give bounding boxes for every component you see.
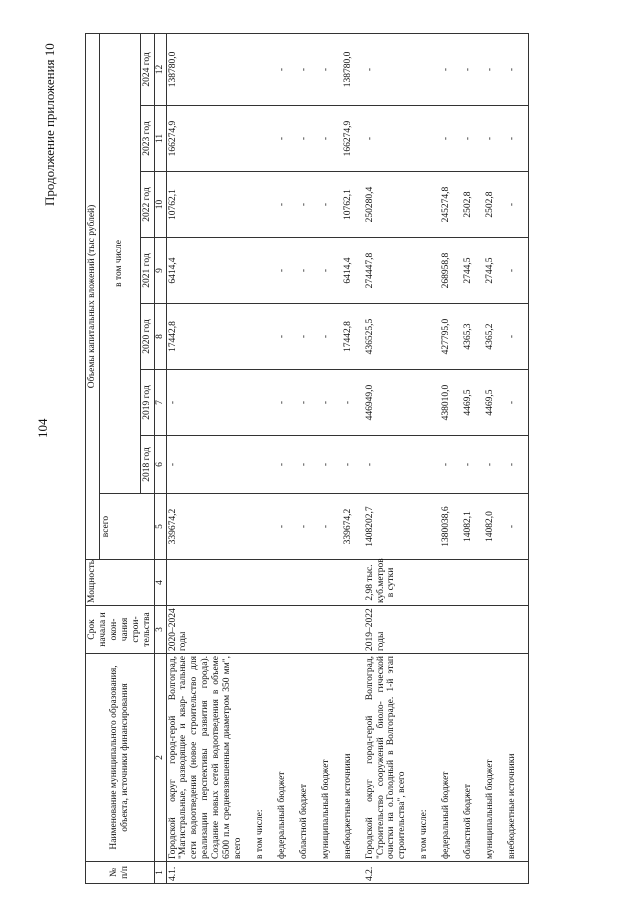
row-value	[254, 370, 276, 436]
row-value: -	[298, 494, 320, 560]
row-name: Городской округ город-герой Волгоград, "Строительство сооружений биоло- гической очистки на о.Голодный в Волгограде. 1-й этап строительства", всего	[364, 654, 419, 862]
row-value: -	[440, 106, 462, 172]
row-value: -	[298, 370, 320, 436]
column-number: 10	[154, 172, 166, 238]
row-value: -	[276, 238, 298, 304]
row-value: 436525,5	[364, 304, 419, 370]
row-value	[254, 494, 276, 560]
row-value: -	[342, 370, 364, 436]
row-value: -	[320, 238, 342, 304]
row-value: -	[320, 436, 342, 494]
row-number	[342, 862, 364, 884]
table-row	[166, 33, 254, 883]
table-row	[440, 33, 462, 883]
row-value: 339674,2	[166, 494, 254, 560]
row-name: Городской округ город-герой Волгоград, "Магистральные, разводящие и квар- тальные сети водоотведения (новое строительство для реализации перспективы развития города). Создание новых сетей водоотведения в объеме 6500 п.м средневзвешенным диаметром 350 мм", всего	[166, 654, 254, 862]
row-value: -	[276, 494, 298, 560]
row-value: 1380038,6	[440, 494, 462, 560]
row-capacity	[440, 560, 462, 606]
row-term	[506, 606, 528, 654]
row-term	[484, 606, 506, 654]
row-capacity	[418, 560, 440, 606]
row-term	[320, 606, 342, 654]
row-value: -	[320, 172, 342, 238]
column-number: 6	[154, 436, 166, 494]
row-value: 274447,8	[364, 238, 419, 304]
row-capacity	[166, 560, 254, 606]
row-value	[254, 238, 276, 304]
table-row	[254, 33, 276, 883]
table-row	[418, 33, 440, 883]
row-name: федеральный бюджет	[440, 654, 462, 862]
row-value: -	[166, 370, 254, 436]
header-capacity: Мощность	[86, 560, 155, 606]
row-value: -	[462, 106, 484, 172]
row-value: 1408202,7	[364, 494, 419, 560]
row-value: -	[506, 33, 528, 105]
appendix-title: Продолжение приложения 10	[42, 43, 57, 206]
row-value: -	[298, 304, 320, 370]
row-value: -	[276, 172, 298, 238]
row-value: 166274,9	[166, 106, 254, 172]
row-term	[342, 606, 364, 654]
row-term	[462, 606, 484, 654]
row-value: -	[440, 33, 462, 105]
column-number: 8	[154, 304, 166, 370]
row-value: -	[320, 304, 342, 370]
row-value: -	[506, 172, 528, 238]
row-name: в том числе:	[418, 654, 440, 862]
row-value: 6414,4	[342, 238, 364, 304]
row-value: 138780,0	[342, 33, 364, 105]
row-value: -	[166, 436, 254, 494]
row-value	[254, 172, 276, 238]
header-year: 2021 год	[140, 238, 154, 304]
header-year: 2018 год	[140, 436, 154, 494]
row-value: 4469,5	[462, 370, 484, 436]
row-value: 2744,5	[484, 238, 506, 304]
row-value: 166274,9	[342, 106, 364, 172]
table-row	[364, 33, 419, 883]
row-value: -	[298, 436, 320, 494]
row-value: -	[276, 304, 298, 370]
row-value: 2502,8	[484, 172, 506, 238]
row-value: 17442,8	[342, 304, 364, 370]
header-name: Наименование муниципального образования, объекта, источники финансирования	[86, 654, 155, 862]
row-value: -	[342, 436, 364, 494]
row-value: -	[506, 436, 528, 494]
row-capacity	[276, 560, 298, 606]
row-value: -	[506, 304, 528, 370]
header-year: 2022 год	[140, 172, 154, 238]
row-term	[298, 606, 320, 654]
table-row	[342, 33, 364, 883]
row-capacity	[320, 560, 342, 606]
row-value: 10762,1	[166, 172, 254, 238]
column-number: 1	[154, 862, 166, 884]
row-name: внебюджетные источники	[506, 654, 528, 862]
row-capacity: 2,98 тыс. куб.метров в сутки	[364, 560, 419, 606]
rotated-table-wrapper	[85, 34, 605, 884]
row-value: 4365,3	[462, 304, 484, 370]
header-no: № п/п	[86, 862, 155, 884]
row-capacity	[462, 560, 484, 606]
column-number: 7	[154, 370, 166, 436]
row-value	[418, 238, 440, 304]
row-name: внебюджетные источники	[342, 654, 364, 862]
row-value: -	[506, 238, 528, 304]
table-row	[462, 33, 484, 883]
table-body	[166, 33, 528, 883]
row-value: 138780,0	[166, 33, 254, 105]
row-value: -	[506, 494, 528, 560]
row-value	[254, 106, 276, 172]
table-row	[320, 33, 342, 883]
row-number	[484, 862, 506, 884]
row-term	[418, 606, 440, 654]
row-capacity	[484, 560, 506, 606]
row-value: -	[462, 436, 484, 494]
row-number	[320, 862, 342, 884]
row-value	[418, 370, 440, 436]
row-value: 6414,4	[166, 238, 254, 304]
column-number: 9	[154, 238, 166, 304]
column-numbers-row	[154, 33, 166, 883]
column-number: 4	[154, 560, 166, 606]
row-value: 2744,5	[462, 238, 484, 304]
row-term	[276, 606, 298, 654]
row-term	[254, 606, 276, 654]
row-value: 17442,8	[166, 304, 254, 370]
row-value: -	[298, 238, 320, 304]
row-value	[418, 33, 440, 105]
row-number: 4.2.	[364, 862, 419, 884]
header-year: 2020 год	[140, 304, 154, 370]
header-year: 2019 год	[140, 370, 154, 436]
row-value	[254, 33, 276, 105]
column-number: 2	[154, 654, 166, 862]
row-term: 2020–2024 годы	[166, 606, 254, 654]
column-number: 5	[154, 494, 166, 560]
row-value	[254, 436, 276, 494]
header-volumes: Объемы капитальных вложений (тыс рублей)	[86, 33, 100, 559]
row-number	[506, 862, 528, 884]
row-value: -	[364, 106, 419, 172]
row-value: -	[440, 436, 462, 494]
row-value: 268958,8	[440, 238, 462, 304]
header-total: всего	[99, 494, 154, 560]
row-value: 446949,0	[364, 370, 419, 436]
row-number	[462, 862, 484, 884]
row-value: 4469,5	[484, 370, 506, 436]
row-value: -	[506, 370, 528, 436]
row-value: -	[364, 33, 419, 105]
header-year: 2023 год	[140, 106, 154, 172]
capital-investment-table	[85, 33, 529, 884]
column-number: 12	[154, 33, 166, 105]
row-value: 2502,8	[462, 172, 484, 238]
row-number	[440, 862, 462, 884]
row-number	[418, 862, 440, 884]
row-value: 245274,8	[440, 172, 462, 238]
row-value: -	[484, 33, 506, 105]
row-value: 14082,0	[484, 494, 506, 560]
row-value	[418, 172, 440, 238]
row-value: -	[298, 106, 320, 172]
row-number	[298, 862, 320, 884]
row-number	[276, 862, 298, 884]
row-value: 14082,1	[462, 494, 484, 560]
row-value: 427795,0	[440, 304, 462, 370]
table-row	[484, 33, 506, 883]
row-number: 4.1.	[166, 862, 254, 884]
row-value: -	[484, 106, 506, 172]
row-value	[418, 436, 440, 494]
row-value	[254, 304, 276, 370]
row-value: -	[364, 436, 419, 494]
row-term: 2019–2022 годы	[364, 606, 419, 654]
row-value: -	[506, 106, 528, 172]
column-number: 3	[154, 606, 166, 654]
row-value: -	[320, 370, 342, 436]
row-name: муниципальный бюджет	[320, 654, 342, 862]
row-value: 438010,0	[440, 370, 462, 436]
header-year: 2024 год	[140, 33, 154, 105]
row-value: -	[462, 33, 484, 105]
row-value: 10762,1	[342, 172, 364, 238]
row-value: -	[276, 370, 298, 436]
header-term: Срок начала и окон- чания строи- тельства	[86, 606, 155, 654]
row-value: -	[298, 33, 320, 105]
row-name: федеральный бюджет	[276, 654, 298, 862]
row-capacity	[342, 560, 364, 606]
row-name: в том числе:	[254, 654, 276, 862]
row-value: 250280,4	[364, 172, 419, 238]
row-capacity	[506, 560, 528, 606]
row-value: 4365,2	[484, 304, 506, 370]
row-value	[418, 494, 440, 560]
row-number	[254, 862, 276, 884]
row-name: областной бюджет	[462, 654, 484, 862]
row-value: -	[276, 106, 298, 172]
row-value: -	[320, 494, 342, 560]
row-value	[418, 304, 440, 370]
row-value: -	[320, 106, 342, 172]
row-name: областной бюджет	[298, 654, 320, 862]
table-row	[276, 33, 298, 883]
row-value: -	[320, 33, 342, 105]
row-value: -	[276, 33, 298, 105]
row-capacity	[254, 560, 276, 606]
row-value: -	[484, 436, 506, 494]
row-name: муниципальный бюджет	[484, 654, 506, 862]
table-row	[506, 33, 528, 883]
table-row	[298, 33, 320, 883]
header-including: в том числе	[99, 33, 140, 493]
row-value: -	[276, 436, 298, 494]
page-number: 104	[35, 418, 50, 438]
row-value	[418, 106, 440, 172]
row-value: 339674,2	[342, 494, 364, 560]
row-term	[440, 606, 462, 654]
row-capacity	[298, 560, 320, 606]
row-value: -	[298, 172, 320, 238]
column-number: 11	[154, 106, 166, 172]
